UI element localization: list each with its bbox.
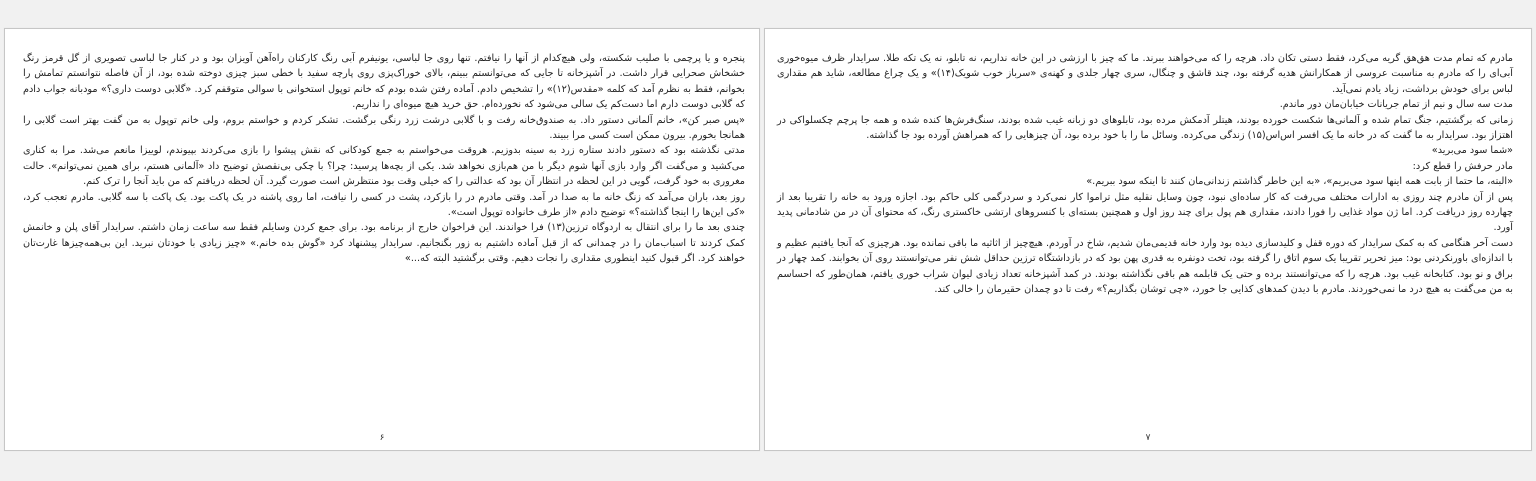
page-number: ۶ [379,433,385,443]
paragraph: مادر حرفش را قطع کرد: [1412,160,1513,172]
paragraph: پنجره و یا پرچمی با صلیب شکسته، ولی هیچ‌کدام از آنها را نیافتم. تنها روی جا لباسی، یونیفرم آبی رنگ کارکنان راه‌آهن آویزان بود و در کنار جا لباسی تصویری از گل قرمز رنگ خشخاش صحرایی قرار داشت. در آشپزخانه تا جایی که می‌توانستم ببینم، بالای خوراک‌پزی روی پارچه سفید با خطی سبز چیزی دوخته شده بود، از آن فاصله نتوانستم تمامش را بخوانم، فقط به نظرم آمد که کلمه «مقدس(۱۲)» را تشخیص دادم. آماده رفتن شده بودم که خانم توپول استخوانی با سوالی متوقفم کرد. «گلابی دوست داری؟» مودبانه جواب دادم که گلابی دوست دارم اما دست‌کم یک سالی می‌شود که نخورده‌ام. حق خرید هیچ میوه‌ای را نداریم. [23,53,745,111]
page-7-text [777,51,1513,298]
paragraph: مادرم که تمام مدت هق‌هق گریه می‌کرد، فقط دستی تکان داد. هرچه را که می‌خواهند ببرند. ما که چیز با ارزشی در این خانه نداریم، نه تابلو، نه یک تکه طلا. سرایدار ظرف میوه‌خوری آبی‌ای را که مادرم به مناسبت عروسی از همکارانش هدیه گرفته بود، چند قاشق و چنگال، سری چهار جلدی و کهنه‌ی «سرباز خوب شویک(۱۴)» و یک چراغ مطالعه، شاید هم مقداری لباس برای خودش برداشت، زیاد یادم نمی‌آید. [777,53,1513,95]
page-6 [4,28,760,451]
paragraph: زمانی که برگشتیم، جنگ تمام شده و آلمانی‌ها شکست خورده بودند، هیتلر آدمکش مرده بود، تابلوهای دو زبانه غیب شده بودند، سنگ‌فرش‌ها کنده شده و همه جا پرچم چکسلواکی در اهتزاز بود. سرایدار به ما گفت که در خانه ما یک افسر اس‌اس(۱۵) زندگی می‌کرده. وسائل ما را با خود برده بود، آن چیزهایی را که همراهش آورده بود جا گذاشته. [777,114,1513,142]
paragraph: دست آخر هنگامی که به کمک سرایدار که دوره قفل و کلیدسازی دیده بود وارد خانه قدیمی‌مان شدیم، شاخ در آوردم. هیچ‌چیز از اثاثیه ما باقی نمانده بود. هرچیزی که آنجا یافتیم عظیم و با اندازه‌ای باورنکردنی بود: میز تحریر تقریبا یک سوم اتاق را گرفته بود، تخت دونفره به قدری پهن بود که در بازداشتگاه ترزین حداقل شش نفر می‌توانستند روی آن بخوابند. کمد چهار در براق و نو بود. کتابخانه غیب بود. هرچه را که می‌توانستند برده و حتی یک قابلمه هم باقی نگذاشته بودند. در کمد آشپزخانه تعداد زیادی لیوان شراب خوری یافتم، همان‌طور که احساسم به من می‌گفت به هیچ درد ما نمی‌خوردند. مادرم با دیدن کمدهای کذایی جا خورد، «چی توشان بگذاریم؟» رفت تا دو چمدان حقیرمان را خالی کند. [777,237,1513,296]
page-number: ۷ [1145,433,1151,443]
page-6-text [23,51,745,267]
paragraph: مدتی نگذشته بود که دستور دادند ستاره زرد به سینه بدوزیم. هروقت می‌خواستم به جمع کودکانی که نقش پیشوا را بازی می‌کردند بپیوندم، لوییزا مانعم می‌شد. مرا به کناری می‌کشید و می‌گفت اگر وارد بازی آنها شوم دیگر با من هم‌بازی نخواهد شد. یکی از بچه‌ها پرسید: چرا؟ با چکی بی‌نقصش توضیح داد «آلمانی هستم، برای همین نمی‌توانم». حالت مغروری به خود گرفت، گویی در این لحظه در انتظار آن بود که عدالتی را که خیلی وقت بود منتظرش است صورت گیرد. آن لحظه دریافتم که من باید آنجا را ترک کنم. [23,145,745,188]
paragraph: چندی بعد ما را برای انتقال به اردوگاه ترزین(۱۳) فرا خواندند. این فراخوان خارج از برنامه بود. برای جمع کردن وسایلم فقط سه ساعت زمان داشتم. سرایدار آقای پلن و خانمش کمک کردند تا اسباب‌مان را در چمدانی که از قبل آماده داشتیم به زور بگنجانیم. سرایدار پیشنهاد کرد «گوش بده خانم.» «چیز زیادی با خودتان نبرید. این بی‌همه‌چیزها غارت‌تان خواهند کرد. اگر قبول کنید اینطوری مقداری را نجات دهیم. وقتی برگشتید البته که...» [23,222,745,265]
paragraph: مدت سه سال و نیم از تمام جریانات خیابان‌مان دور ماندم. [1279,99,1513,111]
paragraph: روز بعد، باران می‌آمد که زنگ خانه ما به صدا در آمد. وقتی مادرم در را بازکرد، پشت در کسی را نیافت، اما روی پاشنه در یک پاکت بود. یک پاکت با سه گلابی. مادرم تعجب کرد، «کی این‌ها را اینجا گذاشته؟» توضیح دادم «از طرف خانواده توپول است». [23,191,745,219]
paragraph: «البته، ما حتما از بابت همه اینها سود می‌بریم»، «به این خاطر گذاشتم زندانی‌مان کنند تا اینکه سود ببریم.» [1086,176,1513,188]
paragraph: «شما سود می‌برید» [1431,145,1513,157]
page-7 [764,28,1532,451]
paragraph: «پس صبر کن»، خانم آلمانی دستور داد. به صندوق‌خانه رفت و با گلابی درشت زرد رنگی برگشت. تشکر کردم و خواستم بروم، ولی خانم توپول به من گفت بهتر است گلابی را همانجا بخورم. بیرون ممکن است کسی مرا ببیند. [23,114,745,142]
paragraph: پس از آن مادرم چند روزی به ادارات مختلف می‌رفت که کار ساده‌ای نبود، چون وسایل نقلیه مثل تراموا کار نمی‌کرد و سردرگمی کلی حاکم بود. اجازه ورود به خانه را تقریبا بعد از چهارده روز دریافت کرد. اما ژن مواد غذایی را فورا دادند، مقداری هم پول برای چند روز اول و همچنین بسته‌ای با کنسروهای ارتشی خاکستری رنگ، که محتوای آن در من شادمانی پدید آورد. [777,191,1513,234]
